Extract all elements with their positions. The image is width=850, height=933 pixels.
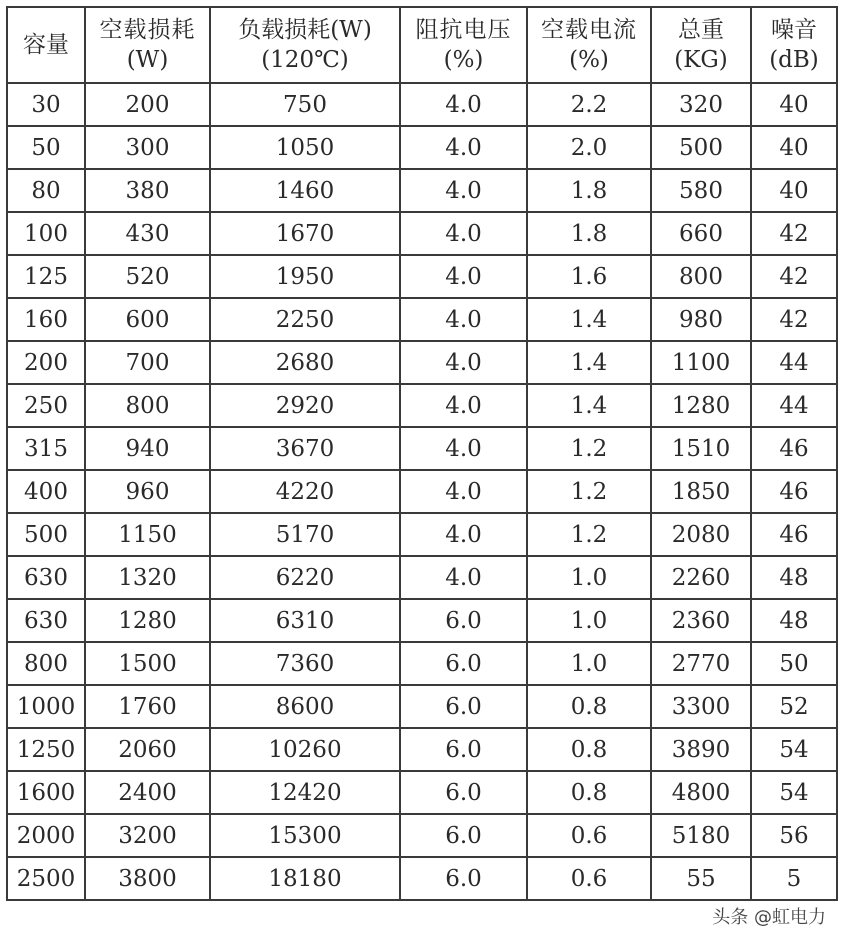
cell-noise: 5 (751, 857, 837, 900)
table-row (7, 341, 837, 384)
header-no-load-current (527, 7, 651, 83)
cell-no-load-loss: 380 (85, 169, 210, 212)
cell-no-load-loss: 1150 (85, 513, 210, 556)
header-no-load-current-unit: (%) (569, 47, 609, 73)
cell-no-load-current: 1.6 (527, 255, 651, 298)
header-impedance-voltage-unit: (%) (443, 47, 484, 73)
header-no-load-loss (85, 7, 210, 83)
cell-no-load-current: 0.6 (527, 857, 651, 900)
cell-capacity: 2000 (7, 814, 85, 857)
table-row (7, 814, 837, 857)
table-row (7, 384, 837, 427)
cell-capacity: 30 (7, 83, 85, 126)
cell-total-weight: 2360 (651, 599, 751, 642)
cell-no-load-current: 1.0 (527, 556, 651, 599)
cell-noise: 40 (751, 83, 837, 126)
cell-total-weight: 3300 (651, 685, 751, 728)
table-row (7, 685, 837, 728)
cell-no-load-current: 1.8 (527, 212, 651, 255)
cell-no-load-current: 1.4 (527, 298, 651, 341)
cell-noise: 42 (751, 298, 837, 341)
table-row (7, 427, 837, 470)
cell-impedance-voltage: 4.0 (400, 341, 527, 384)
cell-capacity: 500 (7, 513, 85, 556)
cell-impedance-voltage: 4.0 (400, 513, 527, 556)
cell-impedance-voltage: 4.0 (400, 384, 527, 427)
cell-impedance-voltage: 4.0 (400, 556, 527, 599)
cell-total-weight: 580 (651, 169, 751, 212)
cell-no-load-loss: 3800 (85, 857, 210, 900)
cell-noise: 48 (751, 599, 837, 642)
cell-impedance-voltage: 6.0 (400, 599, 527, 642)
cell-no-load-loss: 2060 (85, 728, 210, 771)
cell-capacity: 2500 (7, 857, 85, 900)
header-impedance-voltage (400, 7, 527, 83)
cell-no-load-loss: 300 (85, 126, 210, 169)
cell-impedance-voltage: 4.0 (400, 298, 527, 341)
header-load-loss (210, 7, 400, 83)
cell-total-weight: 980 (651, 298, 751, 341)
cell-no-load-loss: 200 (85, 83, 210, 126)
cell-capacity: 1250 (7, 728, 85, 771)
cell-load-loss: 1460 (210, 169, 400, 212)
cell-no-load-current: 0.6 (527, 814, 651, 857)
cell-total-weight: 5180 (651, 814, 751, 857)
cell-no-load-loss: 3200 (85, 814, 210, 857)
table-row (7, 83, 837, 126)
cell-impedance-voltage: 4.0 (400, 427, 527, 470)
cell-no-load-current: 1.4 (527, 341, 651, 384)
table-row (7, 599, 837, 642)
cell-no-load-loss: 1500 (85, 642, 210, 685)
cell-no-load-current: 0.8 (527, 685, 651, 728)
cell-total-weight: 4800 (651, 771, 751, 814)
table-row (7, 513, 837, 556)
header-capacity-label: 容量 (23, 32, 69, 58)
cell-noise: 44 (751, 384, 837, 427)
cell-total-weight: 2080 (651, 513, 751, 556)
cell-no-load-current: 2.0 (527, 126, 651, 169)
table-row (7, 212, 837, 255)
table-row (7, 728, 837, 771)
cell-capacity: 250 (7, 384, 85, 427)
cell-total-weight: 1510 (651, 427, 751, 470)
header-no-load-loss-label: 空载损耗 (99, 17, 196, 43)
cell-no-load-current: 1.2 (527, 470, 651, 513)
table-row (7, 771, 837, 814)
header-total-weight-unit: (KG) (674, 47, 728, 73)
cell-total-weight: 2770 (651, 642, 751, 685)
cell-load-loss: 10260 (210, 728, 400, 771)
cell-noise: 42 (751, 255, 837, 298)
cell-noise: 40 (751, 169, 837, 212)
cell-capacity: 80 (7, 169, 85, 212)
cell-impedance-voltage: 4.0 (400, 83, 527, 126)
cell-no-load-loss: 940 (85, 427, 210, 470)
cell-total-weight: 660 (651, 212, 751, 255)
cell-no-load-loss: 2400 (85, 771, 210, 814)
cell-impedance-voltage: 6.0 (400, 728, 527, 771)
cell-noise: 44 (751, 341, 837, 384)
cell-capacity: 100 (7, 212, 85, 255)
cell-noise: 56 (751, 814, 837, 857)
header-row (7, 7, 837, 83)
cell-no-load-current: 1.4 (527, 384, 651, 427)
table-row (7, 857, 837, 900)
cell-total-weight: 1280 (651, 384, 751, 427)
cell-load-loss: 2680 (210, 341, 400, 384)
cell-total-weight: 3890 (651, 728, 751, 771)
cell-no-load-current: 0.8 (527, 771, 651, 814)
cell-noise: 42 (751, 212, 837, 255)
cell-impedance-voltage: 4.0 (400, 470, 527, 513)
header-noise-unit: (dB) (769, 47, 819, 73)
cell-no-load-loss: 800 (85, 384, 210, 427)
cell-impedance-voltage: 6.0 (400, 642, 527, 685)
cell-load-loss: 18180 (210, 857, 400, 900)
table-row (7, 126, 837, 169)
cell-total-weight: 1100 (651, 341, 751, 384)
cell-impedance-voltage: 4.0 (400, 169, 527, 212)
cell-impedance-voltage: 4.0 (400, 212, 527, 255)
cell-load-loss: 15300 (210, 814, 400, 857)
cell-load-loss: 1050 (210, 126, 400, 169)
cell-impedance-voltage: 6.0 (400, 685, 527, 728)
cell-total-weight: 800 (651, 255, 751, 298)
cell-load-loss: 3670 (210, 427, 400, 470)
cell-impedance-voltage: 6.0 (400, 771, 527, 814)
cell-capacity: 1600 (7, 771, 85, 814)
cell-load-loss: 1670 (210, 212, 400, 255)
cell-capacity: 200 (7, 341, 85, 384)
header-no-load-loss-unit: (W) (126, 47, 169, 73)
cell-noise: 46 (751, 427, 837, 470)
cell-no-load-loss: 700 (85, 341, 210, 384)
header-no-load-current-label: 空载电流 (541, 17, 637, 43)
table-row (7, 642, 837, 685)
cell-total-weight: 2260 (651, 556, 751, 599)
cell-total-weight: 500 (651, 126, 751, 169)
cell-capacity: 630 (7, 599, 85, 642)
cell-no-load-loss: 1280 (85, 599, 210, 642)
cell-impedance-voltage: 4.0 (400, 126, 527, 169)
cell-no-load-loss: 1760 (85, 685, 210, 728)
cell-load-loss: 2920 (210, 384, 400, 427)
cell-noise: 48 (751, 556, 837, 599)
cell-capacity: 125 (7, 255, 85, 298)
cell-load-loss: 1950 (210, 255, 400, 298)
cell-noise: 40 (751, 126, 837, 169)
cell-no-load-loss: 430 (85, 212, 210, 255)
cell-load-loss: 2250 (210, 298, 400, 341)
table-row (7, 169, 837, 212)
cell-no-load-loss: 960 (85, 470, 210, 513)
cell-load-loss: 6220 (210, 556, 400, 599)
header-load-loss-unit: (120℃) (261, 47, 349, 73)
cell-no-load-loss: 1320 (85, 556, 210, 599)
header-total-weight (651, 7, 751, 83)
cell-no-load-current: 0.8 (527, 728, 651, 771)
table-body (7, 83, 837, 900)
cell-noise: 50 (751, 642, 837, 685)
cell-load-loss: 7360 (210, 642, 400, 685)
header-noise (751, 7, 837, 83)
cell-load-loss: 5170 (210, 513, 400, 556)
transformer-spec-table (6, 6, 838, 901)
cell-capacity: 1000 (7, 685, 85, 728)
cell-capacity: 800 (7, 642, 85, 685)
cell-no-load-current: 1.0 (527, 642, 651, 685)
cell-no-load-current: 1.8 (527, 169, 651, 212)
cell-noise: 52 (751, 685, 837, 728)
cell-no-load-loss: 520 (85, 255, 210, 298)
cell-impedance-voltage: 6.0 (400, 814, 527, 857)
cell-no-load-loss: 600 (85, 298, 210, 341)
cell-capacity: 400 (7, 470, 85, 513)
cell-no-load-current: 2.2 (527, 83, 651, 126)
cell-load-loss: 750 (210, 83, 400, 126)
header-noise-label: 噪音 (771, 17, 817, 43)
cell-capacity: 315 (7, 427, 85, 470)
cell-load-loss: 12420 (210, 771, 400, 814)
cell-load-loss: 8600 (210, 685, 400, 728)
cell-capacity: 630 (7, 556, 85, 599)
cell-noise: 54 (751, 728, 837, 771)
table-row (7, 556, 837, 599)
cell-impedance-voltage: 6.0 (400, 857, 527, 900)
header-load-loss-label: 负载损耗(W) (238, 17, 372, 43)
cell-noise: 54 (751, 771, 837, 814)
table-row (7, 298, 837, 341)
cell-capacity: 160 (7, 298, 85, 341)
table-row (7, 255, 837, 298)
cell-total-weight: 55 (651, 857, 751, 900)
cell-noise: 46 (751, 470, 837, 513)
cell-load-loss: 6310 (210, 599, 400, 642)
cell-no-load-current: 1.2 (527, 513, 651, 556)
cell-no-load-current: 1.0 (527, 599, 651, 642)
watermark: 头条 @虹电力 (708, 901, 830, 931)
cell-total-weight: 1850 (651, 470, 751, 513)
cell-capacity: 50 (7, 126, 85, 169)
cell-total-weight: 320 (651, 83, 751, 126)
header-impedance-voltage-label: 阻抗电压 (415, 17, 512, 43)
header-capacity (7, 7, 85, 83)
cell-noise: 46 (751, 513, 837, 556)
cell-no-load-current: 1.2 (527, 427, 651, 470)
header-total-weight-label: 总重 (678, 17, 724, 43)
table-row (7, 470, 837, 513)
cell-impedance-voltage: 4.0 (400, 255, 527, 298)
cell-load-loss: 4220 (210, 470, 400, 513)
